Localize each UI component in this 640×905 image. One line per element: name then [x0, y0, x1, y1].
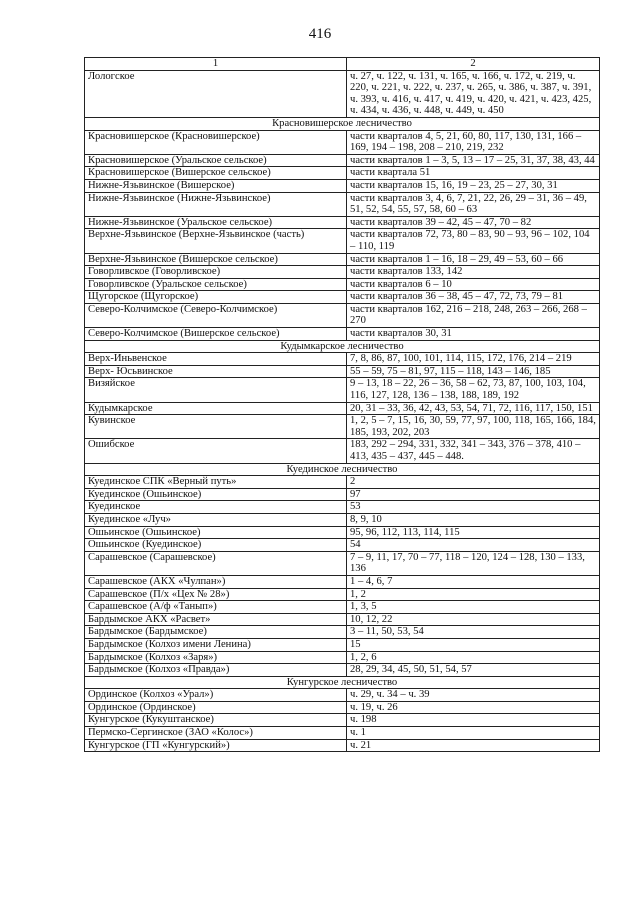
quarters-cell: части кварталов 3, 4, 6, 7, 21, 22, 26, 29 – 31, 36 – 49, 51, 52, 54, 55, 57, 58, 60 – 63 [347, 192, 600, 216]
quarters-cell: 54 [347, 539, 600, 552]
table-row [85, 575, 600, 588]
table-row [85, 651, 600, 664]
section-header-row [85, 340, 600, 353]
table-row [85, 714, 600, 727]
section-title: Кунгурское лесничество [85, 676, 600, 689]
table-row [85, 476, 600, 489]
table-row [85, 402, 600, 415]
table-row [85, 588, 600, 601]
quarters-cell: части кварталов 4, 5, 21, 60, 80, 117, 130, 131, 166 – 169, 194 – 198, 208 – 210, 219, 232 [347, 130, 600, 154]
quarters-cell: части кварталов 6 – 10 [347, 278, 600, 291]
forestry-district-cell: Куединское «Луч» [85, 513, 347, 526]
forestry-district-cell: Бардымское (Колхоз «Заря») [85, 651, 347, 664]
quarters-cell: части кварталов 72, 73, 80 – 83, 90 – 93, 96 – 102, 104 – 110, 119 [347, 229, 600, 253]
quarters-cell: ч. 29, ч. 34 – ч. 39 [347, 689, 600, 702]
forestry-district-cell: Ординское (Ординское) [85, 701, 347, 714]
table-row [85, 513, 600, 526]
quarters-cell: 1, 2 [347, 588, 600, 601]
quarters-cell: части кварталов 36 – 38, 45 – 47, 72, 73, 79 – 81 [347, 291, 600, 304]
section-header-row [85, 463, 600, 476]
forestry-district-cell: Верхне-Язьвинское (Верхне-Язьвинское (часть) [85, 229, 347, 253]
quarters-cell: 28, 29, 34, 45, 50, 51, 54, 57 [347, 664, 600, 677]
quarters-cell: 95, 96, 112, 113, 114, 115 [347, 526, 600, 539]
table-row [85, 70, 600, 117]
quarters-cell: 2 [347, 476, 600, 489]
table-row [85, 130, 600, 154]
forestry-district-cell: Красновишерское (Красновишерское) [85, 130, 347, 154]
table-row [85, 526, 600, 539]
forestry-district-cell: Щугорское (Щугорское) [85, 291, 347, 304]
forestry-district-cell: Говорливское (Уральское сельское) [85, 278, 347, 291]
quarters-cell: части кварталов 15, 16, 19 – 23, 25 – 27, 30, 31 [347, 179, 600, 192]
table-row [85, 278, 600, 291]
section-title: Кудымкарское лесничество [85, 340, 600, 353]
table-row [85, 154, 600, 167]
table-row [85, 664, 600, 677]
table-row [85, 501, 600, 514]
forestry-district-cell: Бардымское (Колхоз имени Ленина) [85, 638, 347, 651]
quarters-cell: 7 – 9, 11, 17, 70 – 77, 118 – 120, 124 – 128, 130 – 133, 136 [347, 551, 600, 575]
table-row [85, 613, 600, 626]
quarters-cell: ч. 21 [347, 739, 600, 752]
quarters-cell: 8, 9, 10 [347, 513, 600, 526]
forestry-district-cell: Нижне-Язьвинское (Уральское сельское) [85, 216, 347, 229]
quarters-cell: 55 – 59, 75 – 81, 97, 115 – 118, 143 – 146, 185 [347, 365, 600, 378]
forestry-district-cell: Ошибское [85, 439, 347, 463]
table-row [85, 179, 600, 192]
quarters-cell: части кварталов 1 – 3, 5, 13 – 17 – 25, 31, 37, 38, 43, 44 [347, 154, 600, 167]
section-title: Куединское лесничество [85, 463, 600, 476]
forestry-district-cell: Бардымское АКХ «Расвет» [85, 613, 347, 626]
quarters-cell: ч. 198 [347, 714, 600, 727]
forestry-district-cell: Кудымкарское [85, 402, 347, 415]
forestry-district-cell: Сарашевское (АКХ «Чулпан») [85, 575, 347, 588]
table-row [85, 689, 600, 702]
forestry-district-cell: Нижне-Язьвинское (Вишерское) [85, 179, 347, 192]
quarters-cell: 183, 292 – 294, 331, 332, 341 – 343, 376 – 378, 410 – 413, 435 – 437, 445 – 448. [347, 439, 600, 463]
section-header-row [85, 676, 600, 689]
quarters-cell: 10, 12, 22 [347, 613, 600, 626]
forestry-district-cell: Говорливское (Говорливское) [85, 266, 347, 279]
table-row [85, 328, 600, 341]
quarters-cell: 1, 3, 5 [347, 601, 600, 614]
forestry-district-cell: Верх-Иньвенское [85, 353, 347, 366]
table-row [85, 539, 600, 552]
column-header-row [85, 58, 600, 71]
quarters-cell: части кварталов 39 – 42, 45 – 47, 70 – 82 [347, 216, 600, 229]
forestry-district-cell: Северо-Колчимское (Вишерское сельское) [85, 328, 347, 341]
forestry-district-cell: Сарашевское (А/ф «Танып») [85, 601, 347, 614]
section-header-row [85, 117, 600, 130]
table-row [85, 192, 600, 216]
table-row [85, 266, 600, 279]
quarters-cell: 15 [347, 638, 600, 651]
quarters-cell: 97 [347, 488, 600, 501]
forestry-district-cell: Куединское [85, 501, 347, 514]
forestry-district-cell: Нижне-Язьвинское (Нижне-Язьвинское) [85, 192, 347, 216]
quarters-cell: части кварталов 1 – 16, 18 – 29, 49 – 53, 60 – 66 [347, 253, 600, 266]
quarters-cell: 1 – 4, 6, 7 [347, 575, 600, 588]
forestry-district-cell: Сарашевское (П/х «Цех № 28») [85, 588, 347, 601]
forestry-district-cell: Северо-Колчимское (Северо-Колчимское) [85, 303, 347, 327]
forestry-table [84, 57, 600, 752]
column-header-1: 1 [85, 58, 347, 71]
quarters-cell: 1, 2, 6 [347, 651, 600, 664]
forestry-district-cell: Ошьинское (Ошьинское) [85, 526, 347, 539]
table-body [85, 58, 600, 752]
table-row [85, 378, 600, 402]
forestry-district-cell: Куединское (Ошьинское) [85, 488, 347, 501]
forestry-district-cell: Кунгурское (ГП «Кунгурский») [85, 739, 347, 752]
forestry-district-cell: Верхне-Язьвинское (Вишерское сельское) [85, 253, 347, 266]
quarters-cell: 9 – 13, 18 – 22, 26 – 36, 58 – 62, 73, 87, 100, 103, 104, 116, 127, 128, 136 – 138, 188, 189, 192 [347, 378, 600, 402]
column-header-2: 2 [347, 58, 600, 71]
quarters-cell: 20, 31 – 33, 36, 42, 43, 53, 54, 71, 72, 116, 117, 150, 151 [347, 402, 600, 415]
page-number: 416 [308, 26, 332, 42]
table-row [85, 365, 600, 378]
forestry-district-cell: Ошьинское (Куединское) [85, 539, 347, 552]
forestry-district-cell: Красновишерское (Уральское сельское) [85, 154, 347, 167]
table-row [85, 488, 600, 501]
quarters-cell: 3 – 11, 50, 53, 54 [347, 626, 600, 639]
table-row [85, 638, 600, 651]
table-row [85, 739, 600, 752]
forestry-district-cell: Кунгурское (Кукуштанское) [85, 714, 347, 727]
forestry-district-cell: Куединское СПК «Верный путь» [85, 476, 347, 489]
table-row [85, 167, 600, 180]
forestry-district-cell: Визяйское [85, 378, 347, 402]
quarters-cell: ч. 1 [347, 727, 600, 740]
forestry-district-cell: Сарашевское (Сарашевское) [85, 551, 347, 575]
quarters-cell: части кварталов 133, 142 [347, 266, 600, 279]
quarters-cell: 1, 2, 5 – 7, 15, 16, 30, 59, 77, 97, 100, 118, 165, 166, 184, 185, 193, 202, 203 [347, 415, 600, 439]
table-row [85, 229, 600, 253]
quarters-cell: ч. 19, ч. 26 [347, 701, 600, 714]
forestry-district-cell: Верх- Юсьвинское [85, 365, 347, 378]
forestry-district-cell: Ординское (Колхоз «Урал») [85, 689, 347, 702]
table-row [85, 216, 600, 229]
table-row [85, 626, 600, 639]
section-title: Красновишерское лесничество [85, 117, 600, 130]
forestry-district-cell: Кувинское [85, 415, 347, 439]
table-row [85, 415, 600, 439]
quarters-cell: части кварталов 162, 216 – 218, 248, 263 – 266, 268 – 270 [347, 303, 600, 327]
forestry-district-cell: Пермско-Сергинское (ЗАО «Колос») [85, 727, 347, 740]
table-row [85, 551, 600, 575]
table-row [85, 353, 600, 366]
quarters-cell: ч. 27, ч. 122, ч. 131, ч. 165, ч. 166, ч. 172, ч. 219, ч. 220, ч. 221, ч. 222, ч. 237, ч. 265, ч. 386, ч. 387, ч. 391, ч. 393, ч. 416, ч. 417, ч. 419, ч. 420, ч. 421, ч. 423, 425, ч. 434, ч. 436, ч. 448, ч. 449, ч. 450 [347, 70, 600, 117]
quarters-cell: 7, 8, 86, 87, 100, 101, 114, 115, 172, 176, 214 – 219 [347, 353, 600, 366]
table-row [85, 727, 600, 740]
quarters-cell: части квартала 51 [347, 167, 600, 180]
table-row [85, 439, 600, 463]
forestry-district-cell: Красновишерское (Вишерское сельское) [85, 167, 347, 180]
forestry-district-cell: Бардымское (Бардымское) [85, 626, 347, 639]
table-row [85, 701, 600, 714]
table-row [85, 601, 600, 614]
quarters-cell: части кварталов 30, 31 [347, 328, 600, 341]
quarters-cell: 53 [347, 501, 600, 514]
table-row [85, 291, 600, 304]
forestry-district-cell: Лологское [85, 70, 347, 117]
table-row [85, 253, 600, 266]
forestry-district-cell: Бардымское (Колхоз «Правда») [85, 664, 347, 677]
table-row [85, 303, 600, 327]
